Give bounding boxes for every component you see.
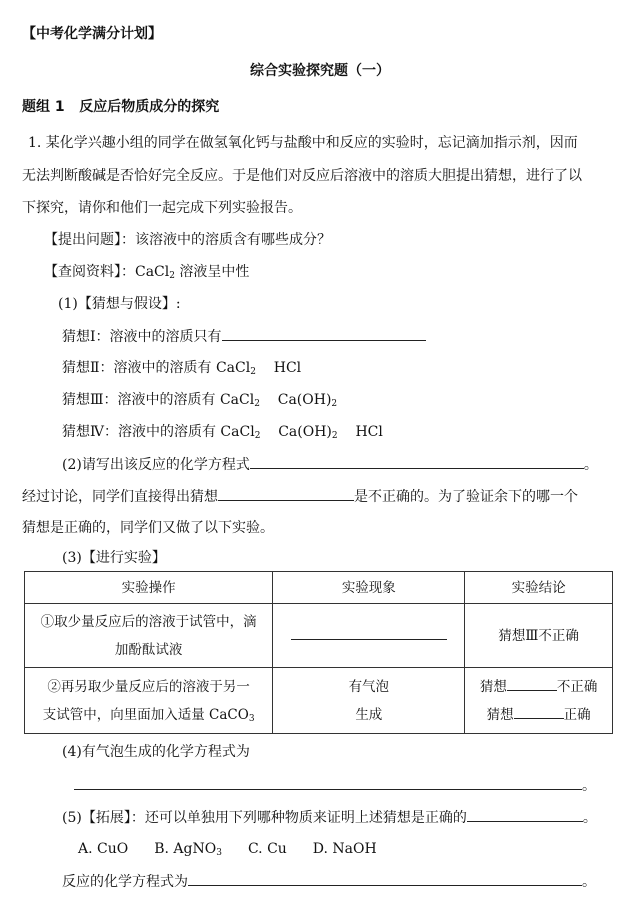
hypothesis-1: 猜想Ⅰ：溶液中的溶质只有: [62, 326, 426, 347]
choice-c[interactable]: C. Cu: [247, 841, 287, 857]
header-tag: 【中考化学满分计划】: [22, 26, 162, 42]
hypothesis-2: 猜想Ⅱ：溶液中的溶质有 CaCl$_2$ HCl: [62, 360, 302, 377]
table-header-operation: 实验操作: [25, 572, 273, 604]
reference-text: 【查阅资料】：CaCl$_2$ 溶液呈中性: [44, 264, 250, 281]
hypothesis-4: 猜想Ⅳ：溶液中的溶质有 CaCl$_2$ $Ca(OH)_2$ HCl: [62, 424, 383, 441]
choice-a[interactable]: A. CuO: [78, 841, 129, 857]
row2-blank-1[interactable]: [507, 676, 557, 691]
hypothesis-title: (1)【猜想与假设】:: [58, 296, 181, 312]
equation-blank-2[interactable]: [74, 775, 582, 790]
group-heading: [22, 97, 219, 117]
equation-blank-3[interactable]: [188, 871, 582, 886]
hypothesis-1-blank[interactable]: [222, 326, 426, 341]
reaction-equation: 反应的化学方程式为 。: [62, 871, 596, 892]
table-header-conclusion: 实验结论: [465, 572, 613, 604]
row1-conclusion: 猜想Ⅲ不正确: [465, 604, 613, 668]
row2-blank-2[interactable]: [514, 704, 564, 719]
question-3: (3)【进行实验】: [62, 550, 166, 566]
page-title: 综合实验探究题（一）: [250, 63, 390, 79]
row1-phenomenon-blank[interactable]: [291, 625, 447, 640]
equation-blank-1[interactable]: [250, 454, 584, 469]
choice-list: [78, 839, 403, 859]
row1-phenomenon: [273, 604, 465, 668]
question-text: 【提出问题】：该溶液中的溶质含有哪些成分？: [44, 232, 331, 248]
discussion-blank[interactable]: [218, 486, 354, 501]
choice-b[interactable]: B. AgNO$_3$: [154, 841, 222, 858]
question-4: (4)有气泡生成的化学方程式为: [62, 744, 250, 760]
table-header-phenomenon: 实验现象: [273, 572, 465, 604]
question-2: (2)请写出该反应的化学方程式 。: [62, 454, 598, 475]
row2-conclusion: 猜想 不正确 猜想 正确: [465, 668, 613, 734]
extension-blank[interactable]: [467, 807, 583, 822]
intro-line-1: 1. 某化学兴趣小组的同学在做氢氧化钙与盐酸中和反应的实验时，忘记滴加指示剂，因而: [28, 135, 578, 151]
hypothesis-3: 猜想Ⅲ：溶液中的溶质有 CaCl$_2$ $Ca(OH)_2$: [62, 392, 338, 409]
group-label: 题组 1: [22, 99, 65, 115]
intro-line-2: 无法判断酸碱是否恰好完全反应。于是他们对反应后溶液中的溶质大胆提出猜想，进行了以: [22, 168, 582, 184]
intro-line-3: 下探究，请你和他们一起完成下列实验报告。: [22, 200, 302, 216]
group-title: 反应后物质成分的探究: [79, 99, 220, 115]
choice-d[interactable]: D. NaOH: [312, 841, 377, 857]
discussion-line-2: 猜想是正确的，同学们又做了以下实验。: [22, 520, 274, 536]
experiment-table: [24, 571, 613, 734]
question-4-answer: 。: [74, 775, 596, 796]
discussion-line-1: 经过讨论，同学们直接得出猜想 是不正确的。为了验证余下的哪一个: [22, 486, 578, 507]
row2-operation: ②再另取少量反应后的溶液于另一 支试管中，向里面加入适量 CaCO$_3$: [25, 668, 273, 734]
row2-phenomenon: 有气泡 生成: [273, 668, 465, 734]
row1-operation: ①取少量反应后的溶液于试管中，滴 加酚酞试液: [25, 604, 273, 668]
question-5: (5)【拓展】：还可以单独用下列哪种物质来证明上述猜想是正确的 。: [62, 807, 597, 828]
